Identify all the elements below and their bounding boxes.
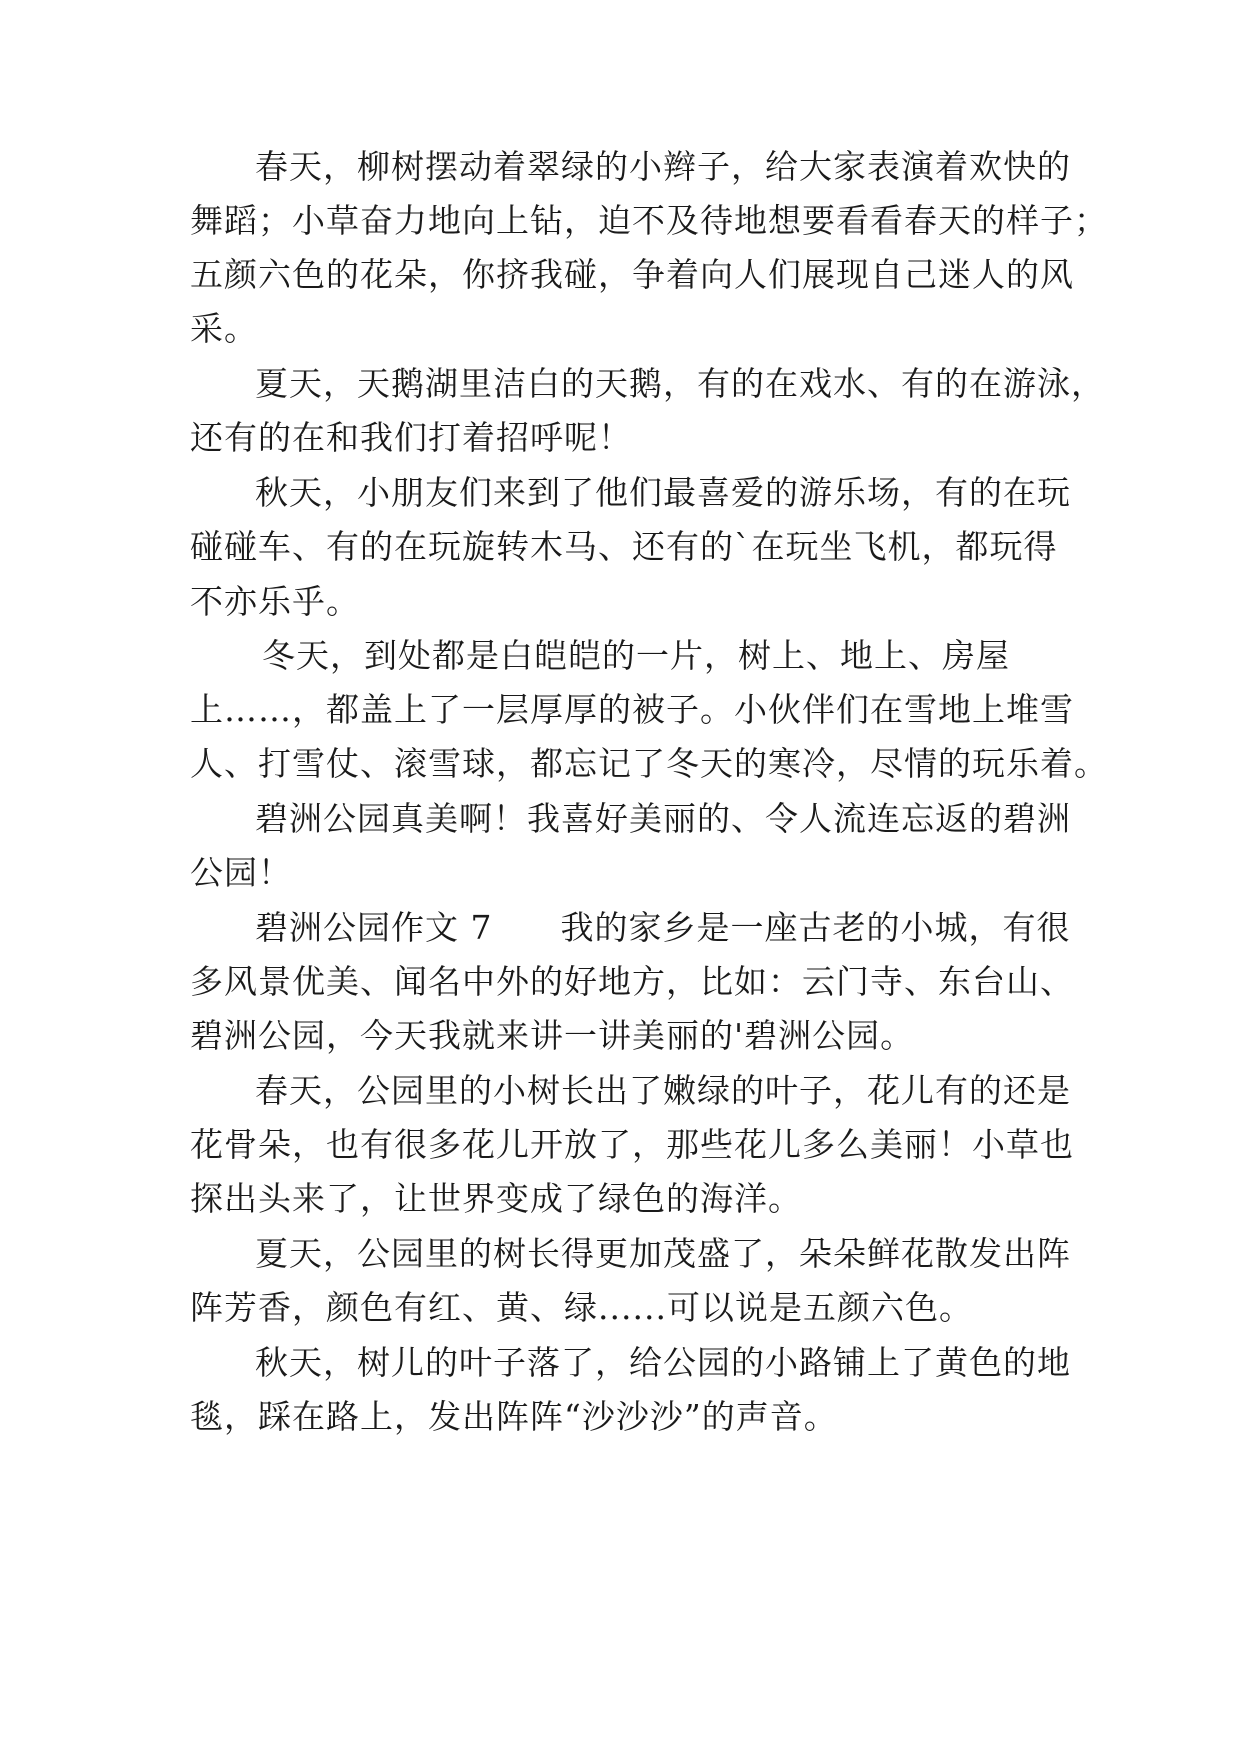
text-line: 多风景优美、闻名中外的好地方，比如：云门寺、东台山、: [190, 962, 1074, 1001]
text-line: 夏天，公园里的树长得更加茂盛了，朵朵鲜花散发出阵: [255, 1234, 1071, 1273]
text-line: 春天，公园里的小树长出了嫩绿的叶子，花儿有的还是: [255, 1071, 1071, 1110]
text-line: 五颜六色的花朵，你挤我碰，争着向人们展现自己迷人的风: [190, 255, 1074, 294]
text-line: 阵芳香，颜色有红、黄、绿......可以说是五颜六色。: [190, 1288, 973, 1327]
essay-heading-line: 碧洲公园作文 7 我的家乡是一座古老的小城，有很: [255, 908, 1071, 947]
text-line: 探出头来了，让世界变成了绿色的海洋。: [190, 1179, 802, 1218]
text-line: 花骨朵，也有很多花儿开放了，那些花儿多么美丽！小草也: [190, 1125, 1074, 1164]
text-line: 上……，都盖上了一层厚厚的被子。小伙伴们在雪地上堆雪: [190, 690, 1074, 729]
text-line: 秋天，小朋友们来到了他们最喜爱的游乐场，有的在玩: [255, 473, 1071, 512]
text-line: 碧洲公园真美啊！我喜好美丽的、令人流连忘返的碧洲: [255, 799, 1071, 838]
text-line: 碧洲公园，今天我就来讲一讲美丽的'碧洲公园。: [190, 1016, 915, 1055]
text-line: 不亦乐乎。: [190, 582, 360, 621]
text-line: 还有的在和我们打着招呼呢！: [190, 418, 632, 457]
text-line: 毯，踩在路上，发出阵阵“沙沙沙”的声音。: [190, 1397, 838, 1436]
text-line: 碰碰车、有的在玩旋转木马、还有的`在玩坐飞机，都玩得: [190, 527, 1058, 566]
text-line: 舞蹈；小草奋力地向上钻，迫不及待地想要看看春天的样子；: [190, 201, 1108, 240]
text-line: 春天，柳树摆动着翠绿的小辫子，给大家表演着欢快的: [255, 147, 1071, 186]
text-line: 夏天，天鹅湖里洁白的天鹅，有的在戏水、有的在游泳，: [255, 364, 1105, 403]
text-line: 秋天，树儿的叶子落了，给公园的小路铺上了黄色的地: [255, 1343, 1071, 1382]
text-line: 公园！: [190, 853, 292, 892]
text-line: 采。: [190, 309, 258, 348]
text-line: 人、打雪仗、滚雪球，都忘记了冬天的寒冷，尽情的玩乐着。: [190, 744, 1108, 783]
text-line: 冬天，到处都是白皑皑的一片，树上、地上、房屋: [262, 636, 1010, 675]
